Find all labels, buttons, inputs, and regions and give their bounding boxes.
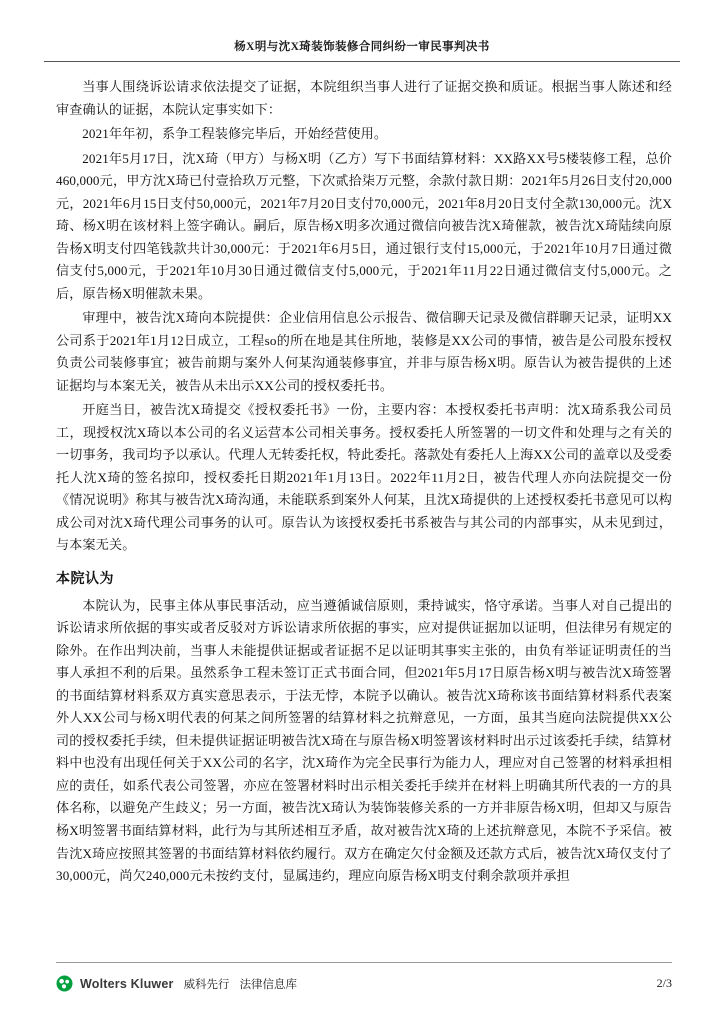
footer-row <box>56 975 672 992</box>
brand-sub-name: 威科先行 <box>183 978 230 991</box>
court-opinion-heading <box>56 568 672 588</box>
brand-block <box>56 975 297 992</box>
footer-divider <box>56 962 672 963</box>
paragraph-court-opinion: 本院认为，民事主体从事民事活动，应当遵循诚信原则，秉持诚实，恪守承诺。当事人对自己提出的诉讼请求所依据的事实或者反驳对方诉讼请求所依据的事实，应对提供证据加以证明，但法律另有规定的除外。在作出判决前，当事人未能提供证据或者证据不足以证明其事实主张的，由负有举证证明责任的当事人承担不利的后果。虽然系争工程未签订正式书面合同，但2021年5月17日原告杨X明与被告沈X琦签署的书面结算材料系双方真实意思表示，于法无悖，本院予以确认。被告沈X琦称该书面结算材料系代表案外人XX公司与杨X明代表的何某之间所签署的结算材料之抗辩意见，一方面，虽其当庭向法院提供XX公司的授权委托手续，但未提供证据证明被告沈X琦在与原告杨X明签署该材料时出示过该委托手续，结算材料中也没有出现任何关于XX公司的名字，沈X琦作为完全民事行为能力人，理应对自己签署的材料承担相应的责任，如系代表公司签署，亦应在签署材料时出示相关委托手续并在材料上明确其所代表的一方的具体名称，以避免产生歧义；另一方面，被告沈X琦认为装饰装修关系的一方并非原告杨X明，但却又与原告杨X明签署书面结算材料，此行为与其所述相互矛盾，故对被告沈X琦的上述抗辩意见，本院不予采信。被告沈X琦应按照其签署的书面结算材料依约履行。双方在确定欠付金额及还款方式后，被告沈X琦仅支付了30,000元，尚欠240,000元未按约支付，显属违约，理应向原告杨X明支付剩余款项并承担 <box>56 597 672 884</box>
paragraph-defendant-evidence: 审理中，被告沈X琦向本院提供：企业信用信息公示报告、微信聊天记录及微信群聊天记录，证明XX公司系于2021年1月12日成立，工程so的所在地是其住所地，装修是XX公司的事情，被告是公司股东授权负责公司装修事宜；被告前期与案外人何某沟通装修事宜，并非与原告杨X明。原告认为被告提供的上述证据均与本案无关，被告从未出示XX公司的授权委托书。 <box>56 310 672 393</box>
paragraph-power-of-attorney: 开庭当日，被告沈X琦提交《授权委托书》一份，主要内容：本授权委托书声明：沈X琦系我公司员工，现授权沈X琦以本公司的名义运营本公司相关事务。授权委托人所签署的一切文件和处理与之有关的一切事务，我司均予以承认。代理人无转委托权，特此委托。落款处有委托人上海XX公司的盖章以及受委托人沈X琦的签名掠印，授权委托日期2021年1月13日。2022年11月2日，被告代理人亦向法院提交一份《情况说明》称其与被告沈X琦沟通，未能联系到案外人何某，且沈X琦提供的上述授权委托书意见可以构成公司对沈X琦代理公司事务的认可。原告认为该授权委托书系被告与其公司的内部事实，从未见到过，与本案无关。 <box>56 402 672 553</box>
section-title: 本院认为 <box>56 569 114 586</box>
document-title: 杨X明与沈X琦装饰装修合同纠纷一审民事判决书 <box>234 41 490 53</box>
wolters-kluwer-logo-icon <box>56 975 73 992</box>
paragraph-settlement-material: 2021年5月17日，沈X琦（甲方）与杨X明（乙方）写下书面结算材料：XX路XX号5楼装修工程，总价460,000元，甲方沈X琦已付壹拾玖万元整，下次贰拾柒万元整，余款付款日期：2021年5月26日支付20,000元，2021年6月15日支付50,000元，2021年7月20日支付70,000元，2021年8月20日支付全款130,000元。沈X琦、杨X明在该材料上签字确认。嗣后，原告杨X明多次通过微信向被告沈X琦催款，被告沈X琦陆续向原告杨X明支付四笔钱款共计30,000元：于2021年6月5日，通过银行支付15,000元，于2021年10月7日通过微信支付5,000元，于2021年10月30日通过微信支付5,000元，于2021年11月22日通过微信支付5,000元。之后，原告杨X明催款未果。 <box>56 150 672 301</box>
document-body <box>56 76 672 946</box>
paragraph-project-completion: 2021年年初，系争工程装修完毕后，开始经营使用。 <box>82 126 388 142</box>
brand-sub-library: 法律信息库 <box>239 978 298 991</box>
paragraph-evidence-exchange: 当事人围绕诉讼请求依法提交了证据，本院组织当事人进行了证据交换和质证。根据当事人陈述和经审查确认的证据，本院认定事实如下： <box>56 79 672 117</box>
page-number: 2/3 <box>656 976 672 990</box>
brand-name: Wolters Kluwer <box>80 976 174 991</box>
page-header <box>0 0 724 62</box>
page-header-inner <box>44 37 680 62</box>
page-footer <box>0 952 724 1024</box>
